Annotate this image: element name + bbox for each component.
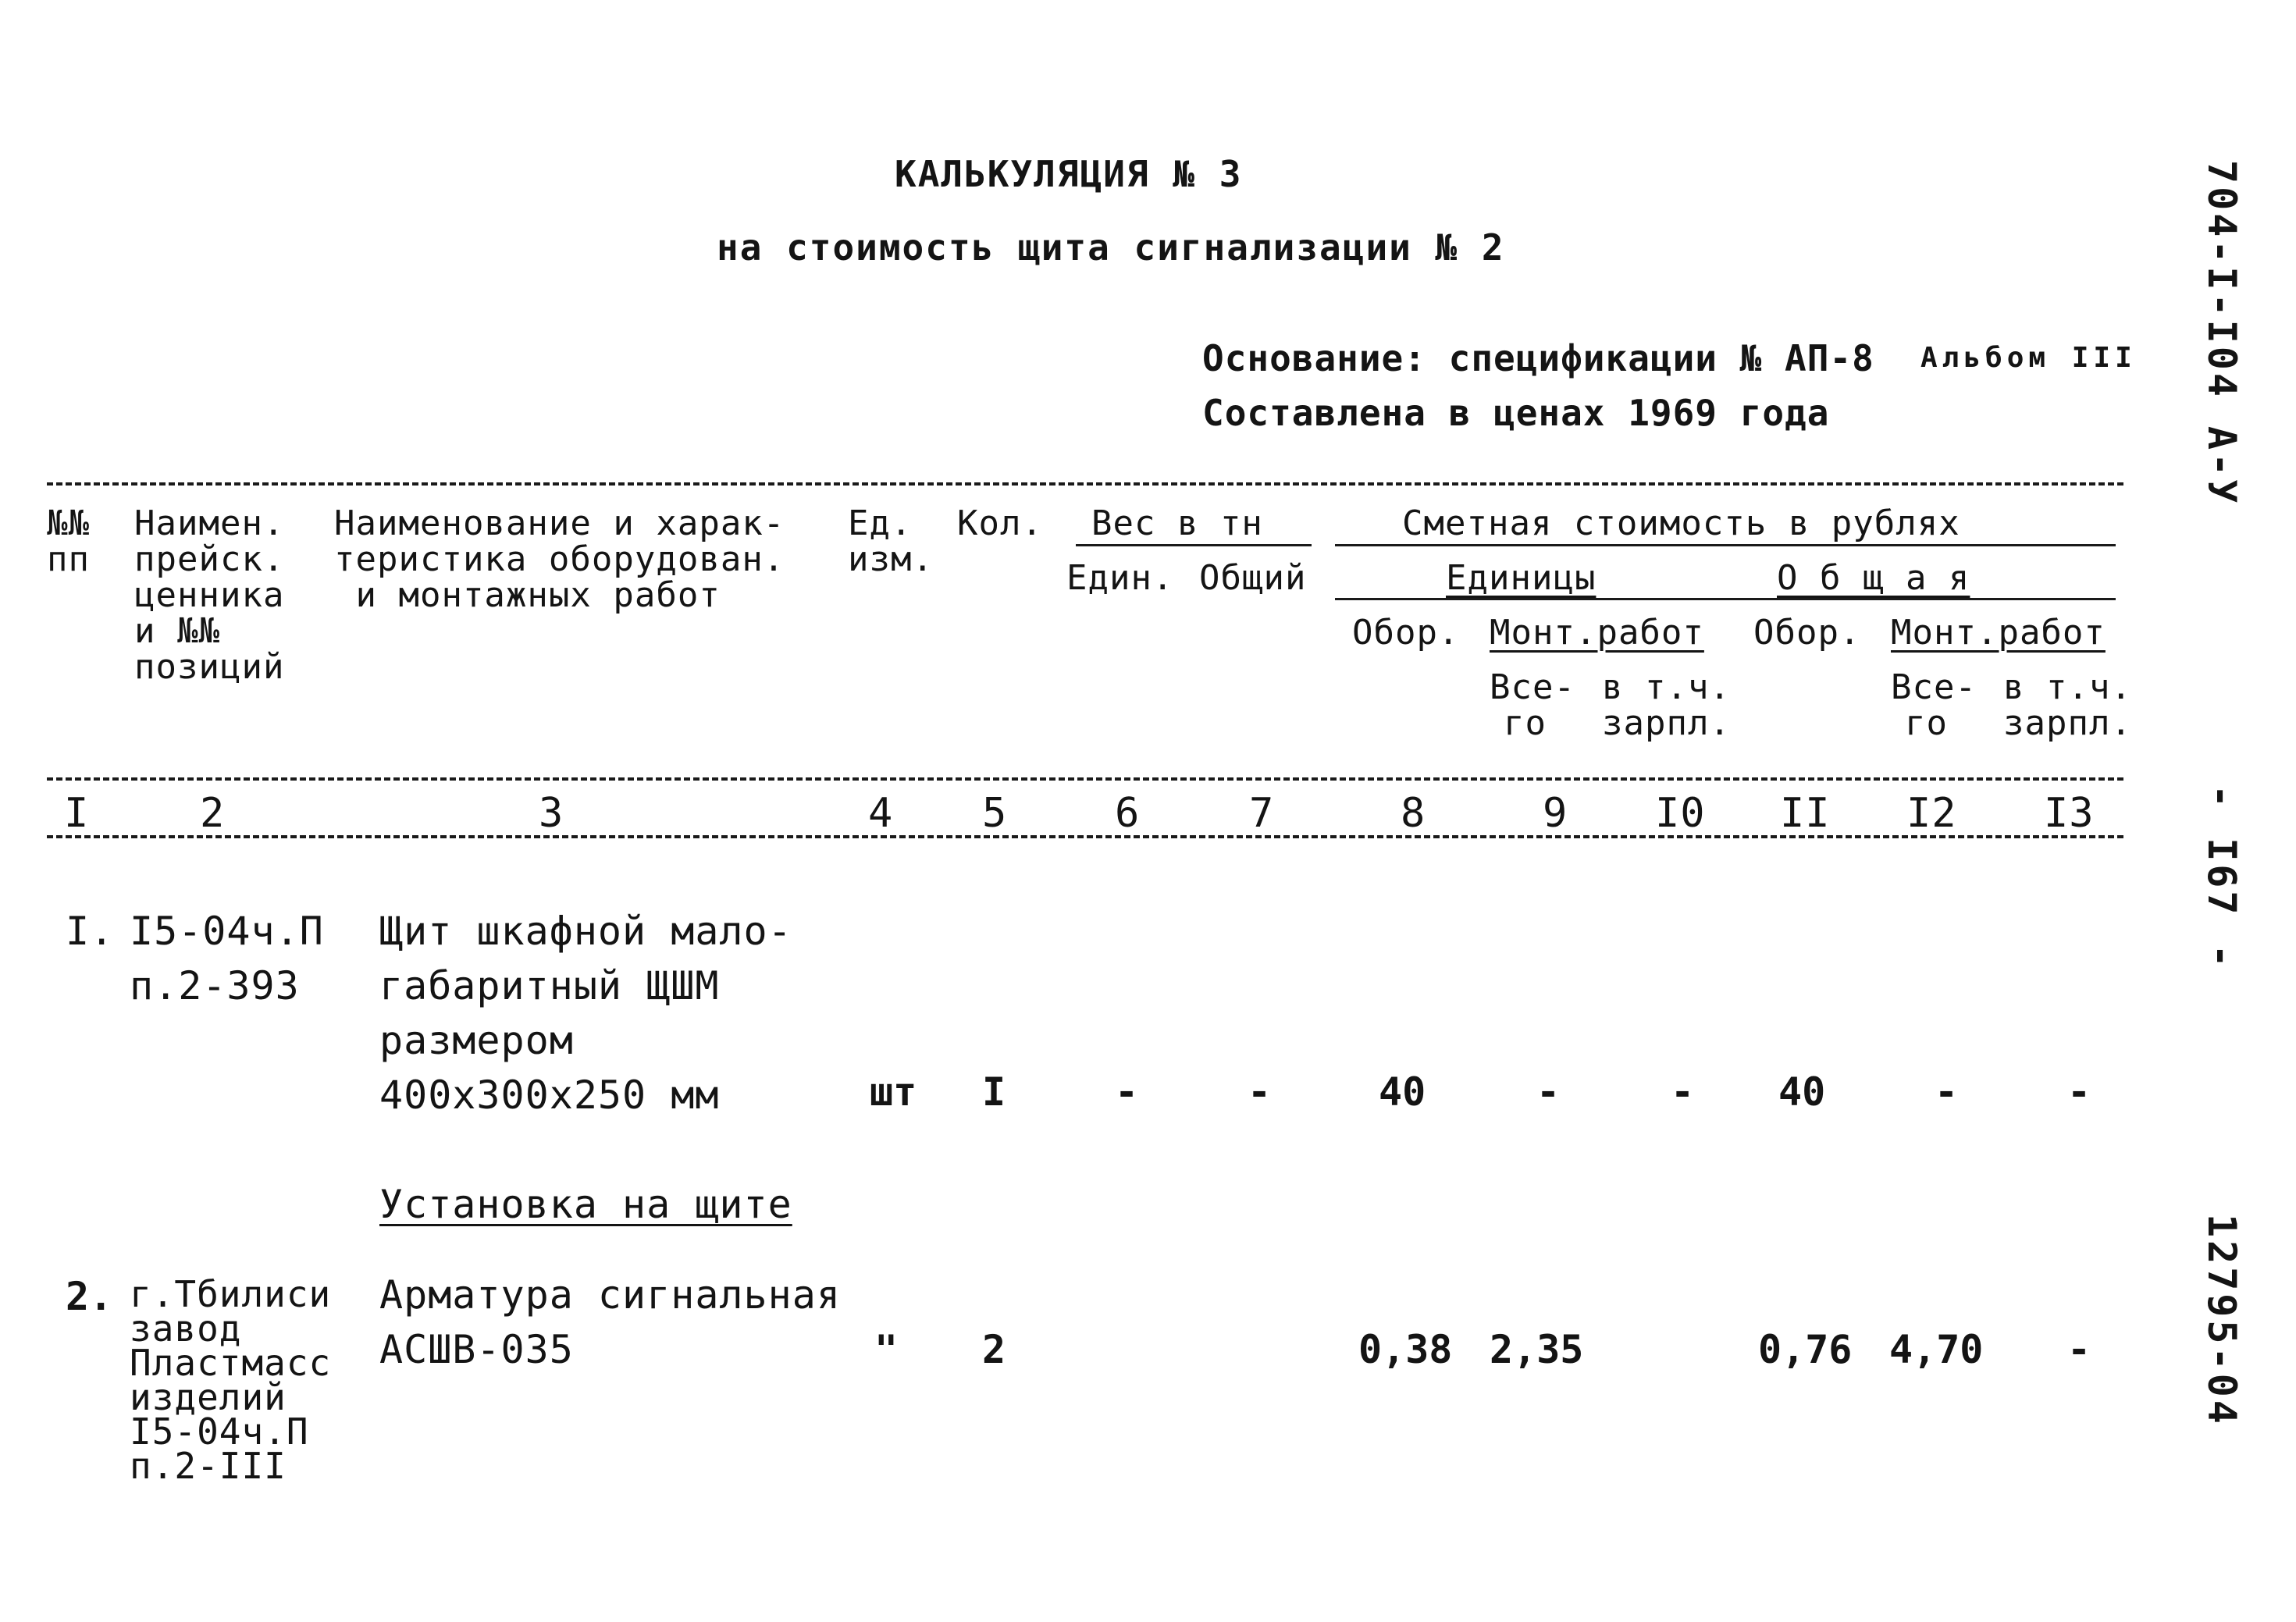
- margin-page-number: - I67 -: [2199, 784, 2244, 971]
- header-weight: Вес в тн: [1091, 503, 1263, 543]
- header-total-group: О б щ а я: [1777, 558, 1970, 598]
- row-item-name: Арматура сигнальная АСШВ-035: [379, 1272, 841, 1372]
- row-unit-equip: 40: [1379, 1069, 1426, 1115]
- section-title: Установка на щите: [379, 1182, 792, 1227]
- col-number-10: I0: [1655, 790, 1706, 837]
- row-number: I.: [66, 909, 115, 954]
- col-number-13: I3: [2044, 790, 2095, 837]
- header-weight-unit: Един.: [1066, 558, 1174, 598]
- header-col3: Наименование и харак- теристика оборудован. и монтажных работ: [334, 503, 785, 615]
- col-number-11: II: [1780, 790, 1831, 837]
- row-total-mount: -: [1935, 1069, 1959, 1115]
- document-title: КАЛЬКУЛЯЦИЯ № 3: [895, 153, 1243, 195]
- header-col2: Наимен. прейск. ценника и №№ позиций: [134, 503, 285, 687]
- header-total-wage: в т.ч. зарпл.: [2003, 667, 2132, 743]
- col-number-12: I2: [1906, 790, 1957, 837]
- col-number-7: 7: [1249, 790, 1275, 837]
- group-underline: [1335, 598, 2116, 600]
- row-price-ref: г.Тбилиси завод Пластмасс изделий I5-04ч.П п.2-III: [130, 1273, 332, 1487]
- row-total-mount: 4,70: [1889, 1327, 1984, 1372]
- album-stamp: Альбом III: [1920, 342, 2137, 374]
- basis-line: Основание: спецификации № АП-8: [1202, 337, 1874, 379]
- row-unit-mount: -: [1536, 1069, 1561, 1115]
- col-number-1: I: [64, 790, 90, 837]
- row-unit-mount: 2,35: [1490, 1327, 1584, 1372]
- col-number-2: 2: [200, 790, 226, 837]
- row-number: 2.: [66, 1274, 113, 1319]
- weight-underline: [1076, 544, 1312, 546]
- col-number-4: 4: [868, 790, 894, 837]
- row-unit: ": [874, 1327, 899, 1372]
- col-number-9: 9: [1543, 790, 1568, 837]
- col-number-8: 8: [1401, 790, 1426, 837]
- header-total-all: Все- го: [1891, 667, 1977, 743]
- row-qty: 2: [982, 1327, 1006, 1372]
- document-subtitle: на стоимость щита сигнализации № 2: [717, 226, 1505, 269]
- table-top-rule: [47, 482, 2123, 486]
- header-unit-equip: Обор.: [1352, 613, 1460, 653]
- prices-line: Составлена в ценах 1969 года: [1202, 392, 1830, 434]
- col-numbers-rule: [47, 835, 2123, 838]
- header-total-mount: Монт.работ: [1891, 613, 2106, 653]
- cost-underline: [1335, 544, 2116, 546]
- row-price-ref: I5-04ч.П п.2-393: [130, 909, 324, 1008]
- row-unit-wage: -: [1671, 1069, 1695, 1115]
- row-item-name: Щит шкафной мало- габаритный ЩШМ размером 400х300х250 мм: [379, 909, 792, 1118]
- row-weight-unit: -: [1115, 1069, 1139, 1115]
- header-cost: Сметная стоимость в рублях: [1402, 503, 1960, 543]
- col-number-6: 6: [1115, 790, 1141, 837]
- header-col1: №№ пп: [47, 503, 90, 579]
- row-total-wage: -: [2067, 1327, 2091, 1372]
- margin-code-bottom: 12795-04: [2199, 1214, 2244, 1427]
- header-weight-total: Общий: [1199, 558, 1307, 598]
- header-total-equip: Обор.: [1753, 613, 1861, 653]
- margin-code-top: 704-I-I04 А-У: [2199, 160, 2244, 507]
- col-number-5: 5: [982, 790, 1008, 837]
- row-unit: шт: [870, 1069, 917, 1115]
- header-col5: Кол.: [957, 503, 1043, 543]
- row-qty: I: [982, 1069, 1006, 1115]
- row-weight-total: -: [1248, 1069, 1272, 1115]
- header-unit-all: Все- го: [1490, 667, 1575, 743]
- header-unit-group: Единицы: [1446, 558, 1597, 598]
- header-col4: Ед. изм.: [848, 503, 934, 579]
- header-unit-mount: Монт.работ: [1490, 613, 1704, 653]
- row-total-equip: 40: [1778, 1069, 1826, 1115]
- row-total-wage: -: [2067, 1069, 2091, 1115]
- col-number-3: 3: [539, 790, 564, 837]
- header-unit-wage: в т.ч. зарпл.: [1602, 667, 1731, 743]
- row-unit-equip: 0,38: [1358, 1327, 1453, 1372]
- row-total-equip: 0,76: [1758, 1327, 1853, 1372]
- header-bottom-rule: [47, 777, 2123, 781]
